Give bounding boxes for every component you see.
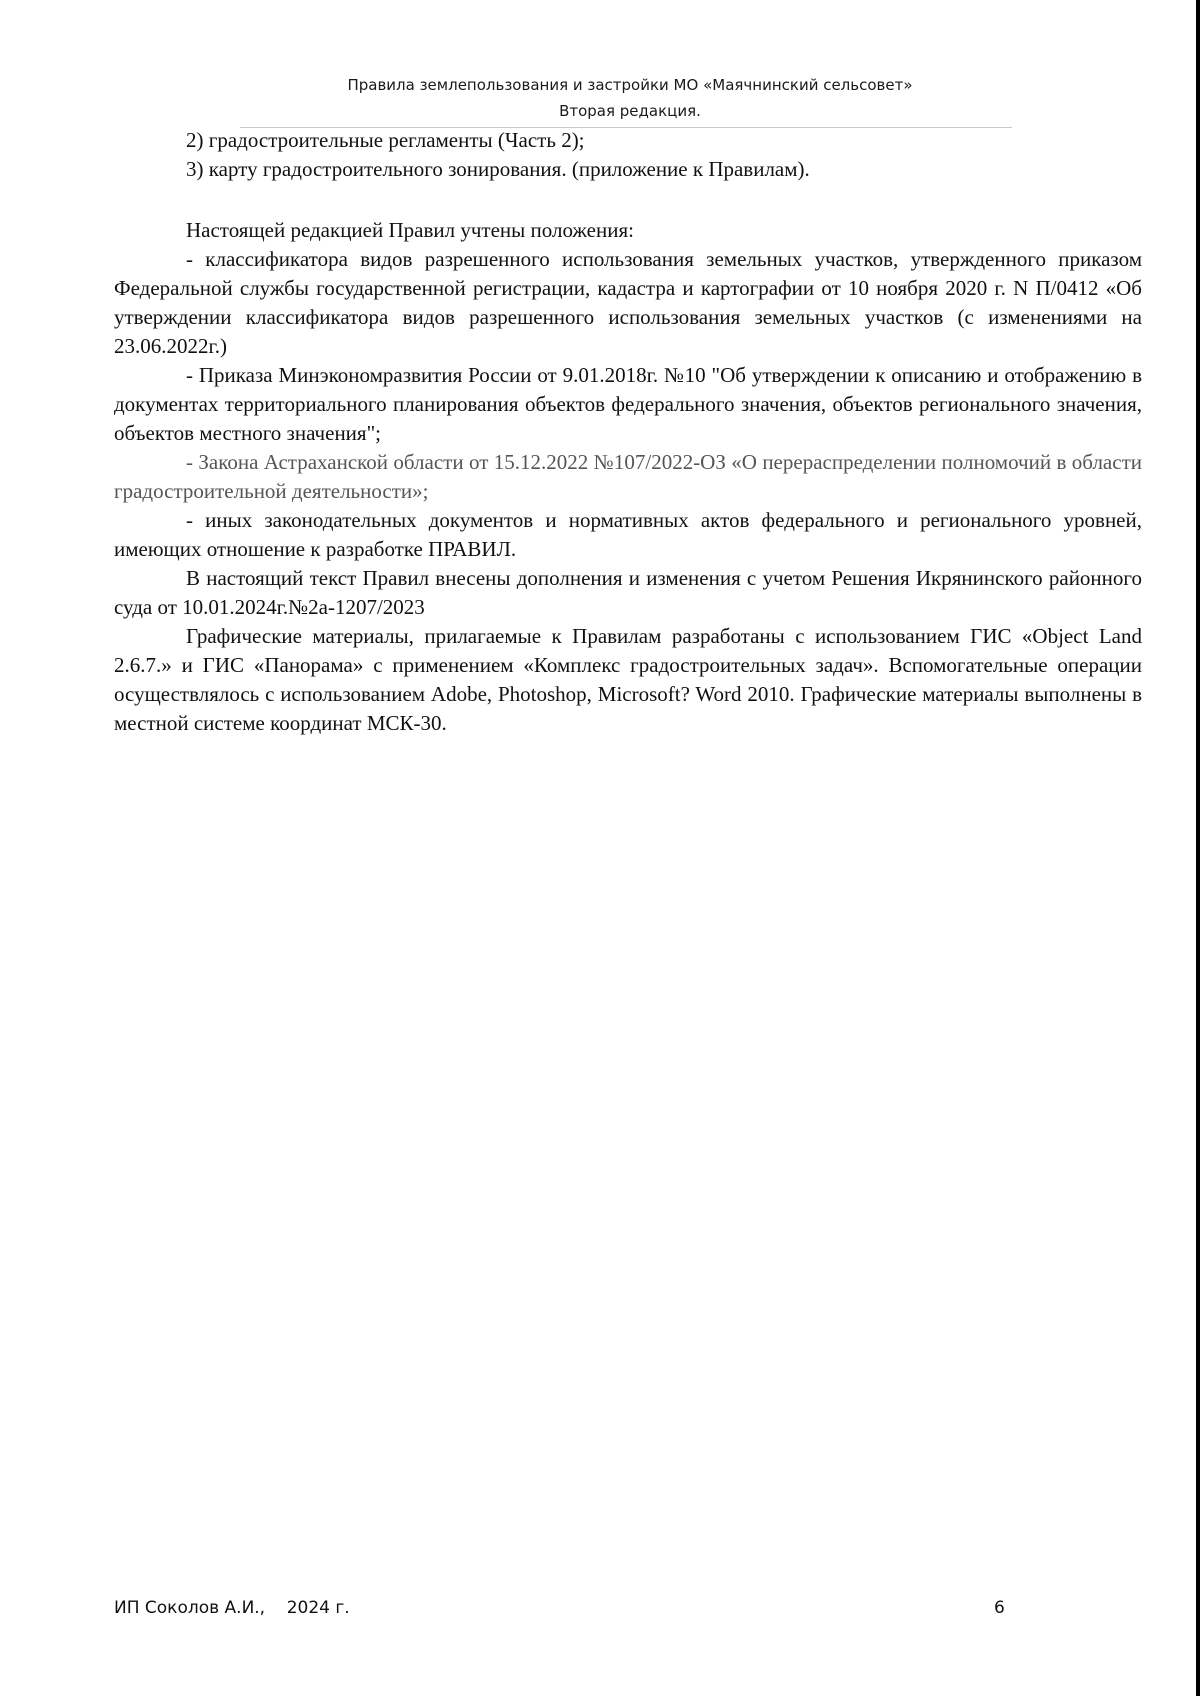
paragraph-graphic-materials: Графические материалы, прилагаемые к Правилам разработаны с использованием ГИС «Object Land 2.6.7.» и ГИС «Панорама» с применением «Комплекс градостроительных задач». Вспомогательные операции осуществлялось с использованием Adobe, Photoshop, Microsoft? Word 2010. Графические материалы выполнены в местной системе координат МСК-30.: [114, 624, 1142, 735]
paragraph-classifier: - классификатора видов разрешенного использования земельных участков, утвержденного приказом Федеральной службы государственной регистрации, кадастра и картографии от 10 ноября 2020 г. N П/0412 «Об утверждении классификатора видов разрешенного использования земельных участков (с изменениями на 23.06.2022г.): [114, 247, 1142, 358]
paragraph-astrakhan-law: - Закона Астраханской области от 15.12.2022 №107/2022-ОЗ «О перераспределении полномочий в области градостроительной деятельности»;: [114, 450, 1142, 503]
list-item-3: 3) карту градостроительного зонирования. (приложение к Правилам).: [186, 157, 810, 181]
list-item-2: 2) градостроительные регламенты (Часть 2);: [186, 128, 585, 152]
blank-line: [114, 184, 1142, 216]
intro-paragraph: Настоящей редакцией Правил учтены положения:: [186, 218, 634, 242]
footer-author: ИП Соколов А.И., 2024 г.: [114, 1598, 350, 1618]
running-header: [120, 72, 1140, 124]
paragraph-court-decision: В настоящий текст Правил внесены дополнения и изменения с учетом Решения Икрянинского районного суда от 10.01.2024г.№2а-1207/2023: [114, 566, 1142, 619]
page-edge: [1196, 0, 1200, 1696]
document-body: [114, 126, 1142, 738]
paragraph-other-documents: - иных законодательных документов и нормативных актов федерального и регионального уровней, имеющих отношение к разработке ПРАВИЛ.: [114, 508, 1142, 561]
header-title: Правила землепользования и застройки МО «Маячнинский сельсовет»: [347, 76, 913, 94]
page-number: 6: [994, 1598, 1005, 1618]
paragraph-order-minecon: - Приказа Минэкономразвития России от 9.01.2018г. №10 "Об утверждении к описанию и отображению в документах территориального планирования объектов федерального значения, объектов регионального значения, объектов местного значения";: [114, 363, 1142, 445]
header-edition: Вторая редакция.: [559, 102, 701, 120]
